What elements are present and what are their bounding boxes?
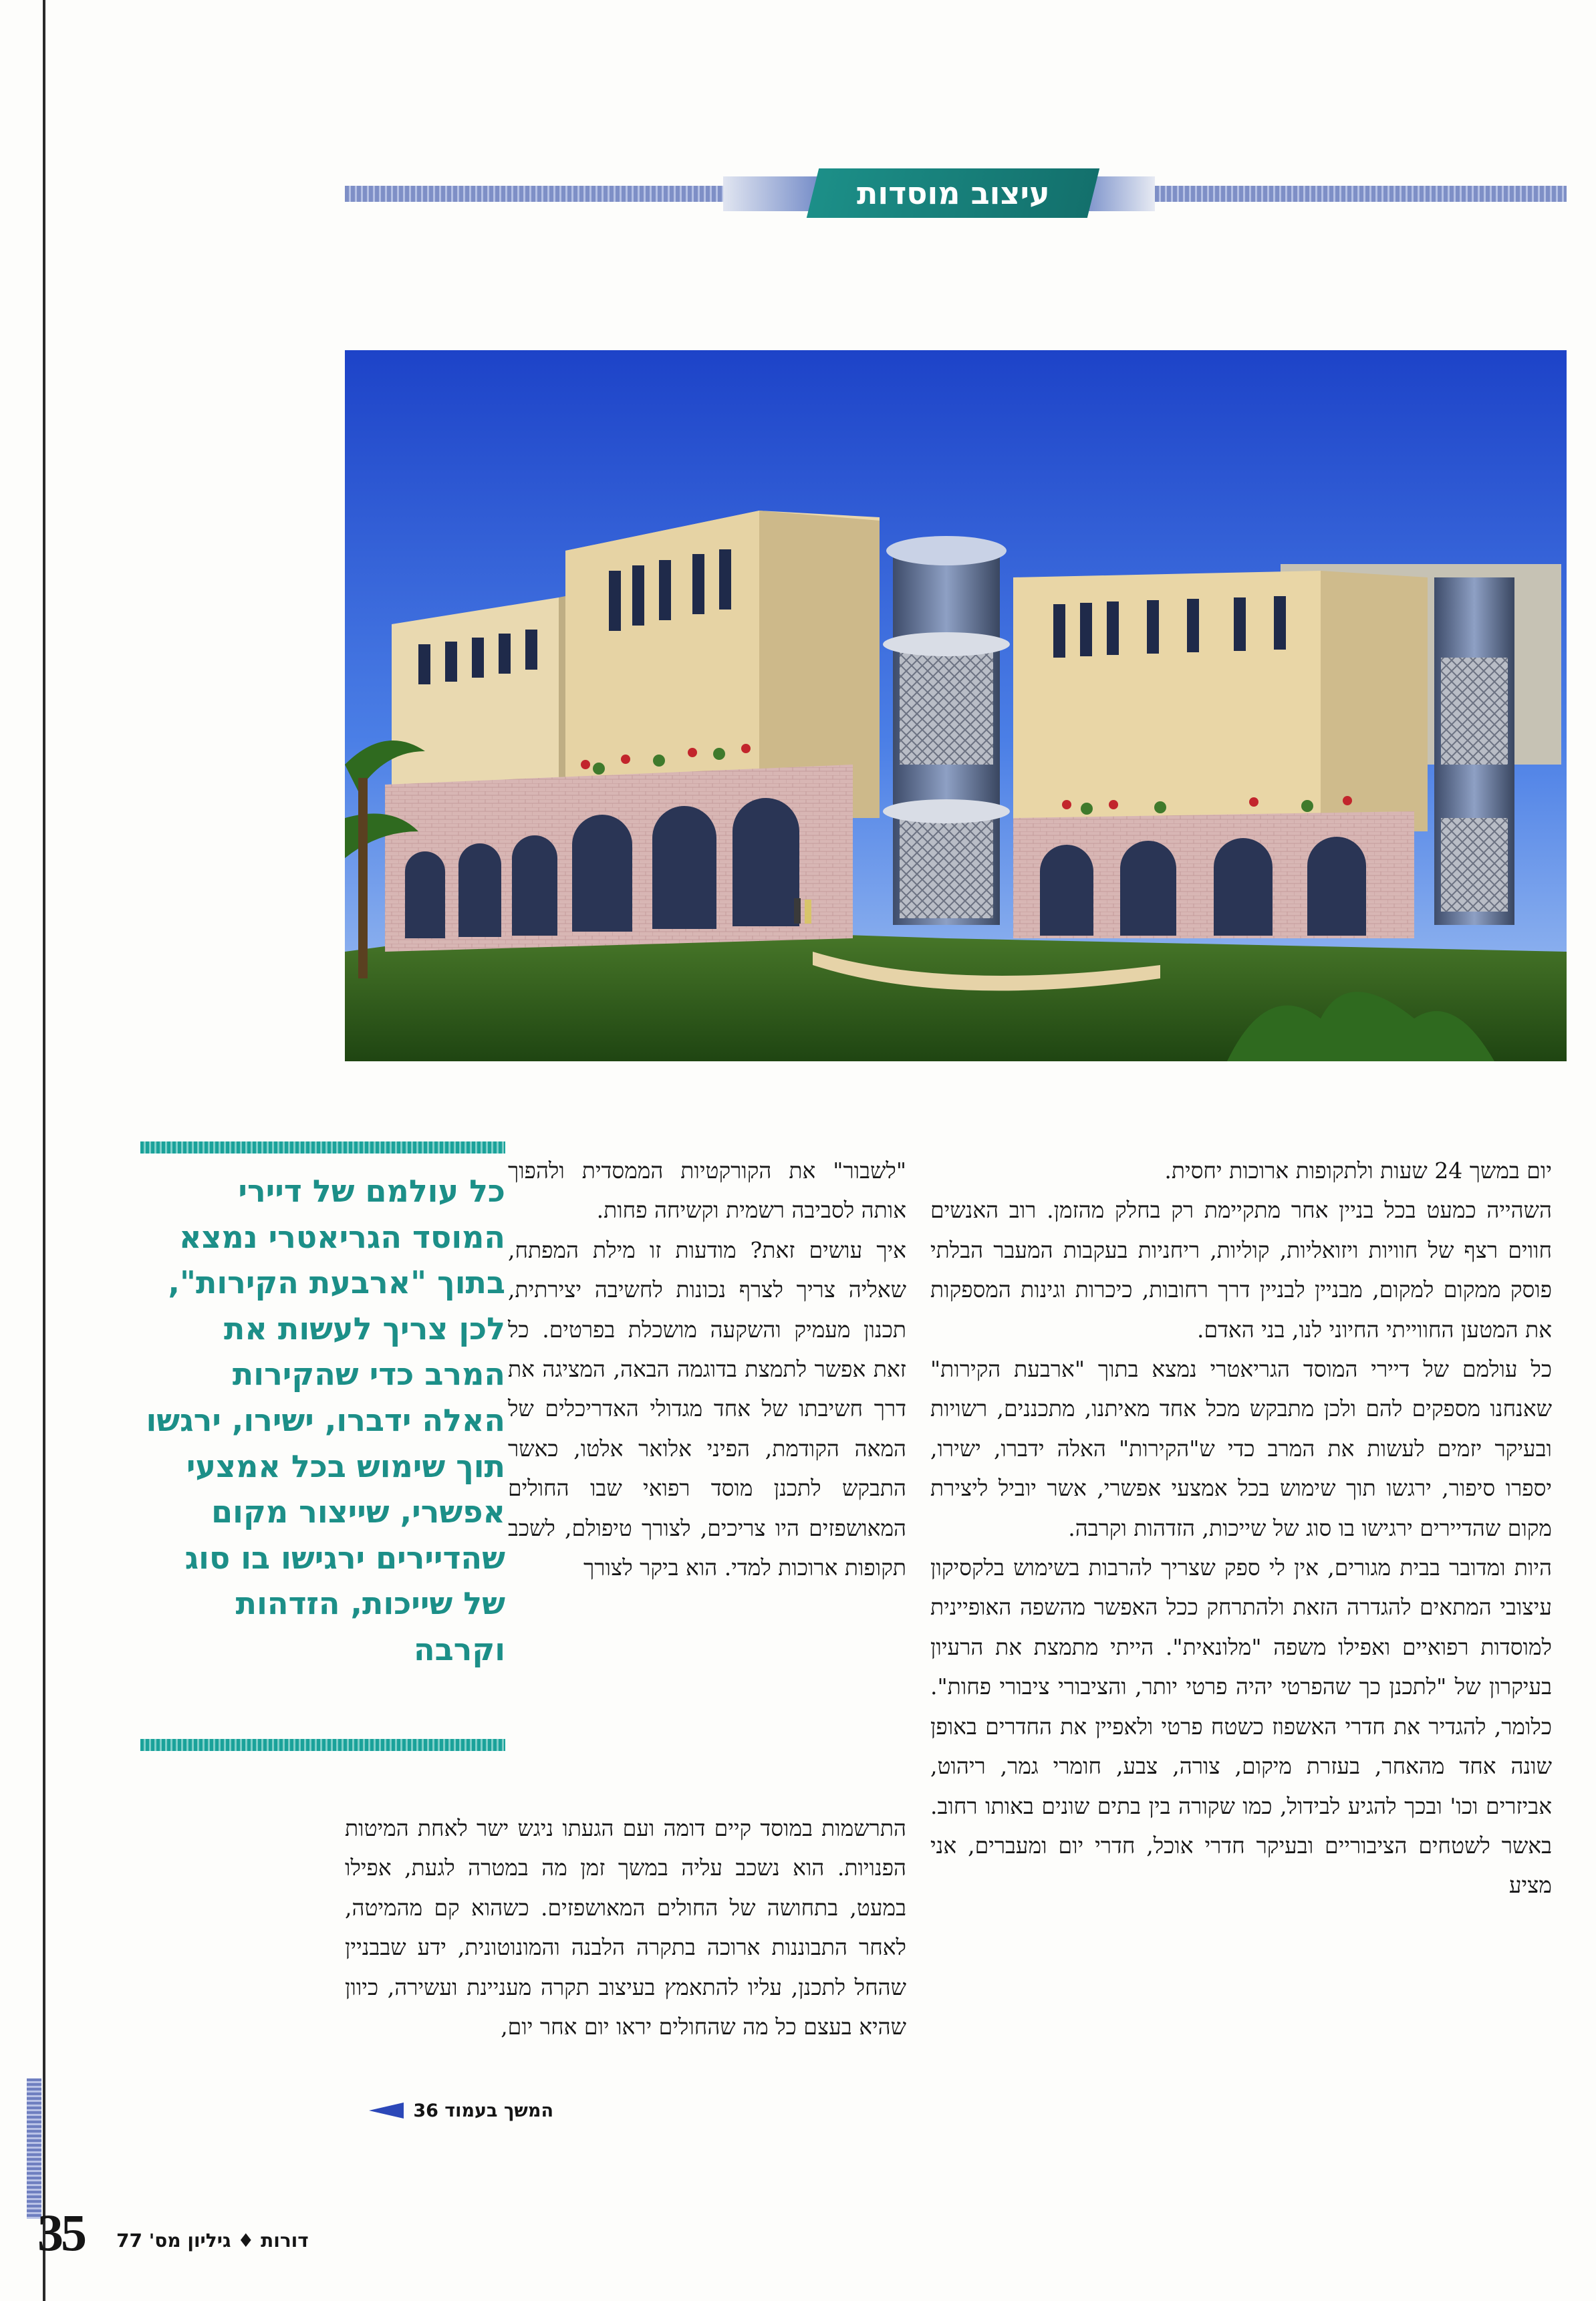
paragraph: איך עושים זאת? מודעות זו מילת המפתח, שאליה צריך לצרף נכונות לחשיבה יצירתית, תכנון מעמיק והשקעה מושכלת בפרטים. כל זאת אפשר לתמצת בדוגמה הבאה, המציגה את דרך חשיבתו של אחד מגדולי האדריכלים של המאה הקודמת, הפיני אלואר אלטו, כאשר התבקש לתכנן מוסד רפואי שבו החולים המאושפזים היו צריכים, לצורך טיפולם, לשכב תקופות ארוכות למדי. הוא ביקר לצורך [508,1236,906,1581]
pull-quote [140,1141,505,1751]
page-gutter-rule [43,0,45,2301]
paragraph: כל עולמם של דיירי המוסד הגריאטרי נמצא בתוך "ארבעת הקירות" שאנחנו מספקים להם ולכן מתבקש מכל אחד מאיתנו, מתכננים, רשויות ובעיקר יזמים לעשות את המרב כדי ש"הקירות" האלה ידברו, ישירו, יספרו סיפור, ירגשו תוך שימוש בכל אמצעי אפשרי, אשר יוביל ליצירת מקום שהדיירים ירגישו בו סוג של שייכות, הזדהות וקרבה. [930,1356,1552,1541]
article-column-middle [508,1151,906,1587]
left-arrow-icon [369,2103,404,2119]
page-footer [37,2203,933,2263]
paragraph: התרשמות במוסד קיים דומה ועם הגעתו ניגש ישר לאחת המיטות הפנויות. הוא נשכב עליה במשך זמן מה במטרה לגעת, אפילו במעט, בתחושה של החולים המאושפזים. כשהוא קם מהמיטה, לאחר התבוננות ארוכה בתקרה הלבנה והמונוטונית, ידע שבבניין שהחל לתכנן, עליו להתאמץ בעיצוב תקרה מעניינת ועשירה, כיוון שהיא בעצם כל מה שהחולים יראו יום אחר יום, [345,1815,906,2040]
running-footer: דורות ♦ גיליון מס' 77 [116,2229,309,2252]
section-title: עיצוב מוסדות [856,175,1050,211]
continued-on-page-note[interactable] [340,2097,553,2124]
paragraph: יום במשך 24 שעות ולתקופות ארוכות יחסית. [1164,1158,1552,1184]
header-rule-left [345,186,723,202]
pull-quote-rule-bottom [140,1739,505,1751]
building-rendering-image [345,350,1567,1061]
continued-text: המשך בעמוד 36 [413,2100,553,2121]
section-tag [807,168,1099,218]
paragraph: היות ומדובר בבית מגורים, אין לי ספק שצריך להרבות בשימוש בלקסיקון עיצובי המתאים להגדרה הזאת ולהתרחק ככל האפשר מהשפה האופיינית למוסדות רפואיים ואפילו משפה "מלונאית". הייתי מתמצת את הרעיון בעיקרון של "לתכנן כך שהפרטי יהיה פרטי יותר, והציבורי ציבורי פחות". כלומר, להגדיר את חדרי האשפוז כשטח פרטי ולאפיין את החדרים באופן שונה אחד מהאחר, בעזרת מיקום, צורה, צבע, חומרי גמר, ריהוט, אביזרים וכו' ובכך להגיע לבידול, כמו שקורה בין בתים שונים באותו רחוב. באשר לשטחים הציבוריים ובעיקר חדרי אוכל, חדרי יום ומעברים, אני מציע [930,1554,1552,1899]
pull-quote-rule-top [140,1141,505,1154]
article-column-middle-continuation [345,1808,906,2046]
paragraph: השהייה כמעט בכל בניין אחר מתקיימת רק בחלק מהזמן. רוב האנשים חווים רצף של חוויות ויזואליות, קוליות, ריחניות בעקבות המעבר הבלתי פוסק ממקום למקום, מבניין לבניין דרך רחובות, כיכרות וגינות המספקות את המטען החווייתי החיוני לנו, בני האדם. [930,1197,1552,1343]
header-rule-right [1155,186,1567,202]
page-edge-mark [27,2078,41,2219]
pull-quote-text: כל עולמם של דיירי המוסד הגריאטרי נמצא בתוך "ארבעת הקירות", לכן צריך לעשות את המרב כדי שהקירות האלה ידברו, ישירו, ירגשו תוך שימוש בכל אמצעי אפשרי, שייצור מקום שהדיירים ירגישו בו סוג של שייכות, הזדהות וקרבה [146,1173,505,1667]
section-header [345,166,1567,214]
page-number: 35 [37,2203,84,2262]
paragraph: "לשבור" את הקורקטיות הממסדית ולהפוך אותה לסביבה רשמית וקשיחה פחות. [508,1158,906,1224]
article-column-right [930,1151,1552,1905]
